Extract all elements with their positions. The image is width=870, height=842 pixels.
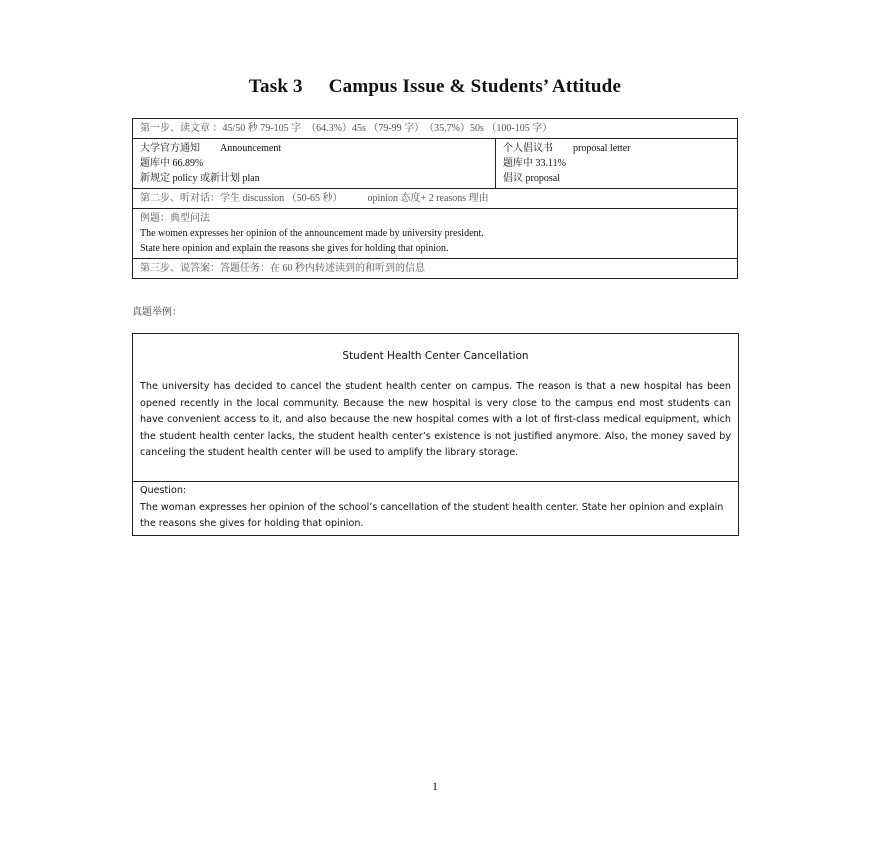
passage-body: The university has decided to cancel the student health center on campus. The reason is that a new hospital has been opened recently in the local community. Because the new hospital is very close to the campus end most students can have convenient access to it, and also because the new hospital comes with a lot of first-class medical equipment, which the student health center lacks, the student health center’s existence is not justified anymore. Also, the money saved by canceling the student health center will be used to amplify the library storage.: [140, 381, 731, 459]
task-subject: Campus Issue & Students’ Attitude: [328, 76, 622, 97]
question-text: The woman expresses her opinion of the school’s cancellation of the student health center. State her opinion and explain the reasons she gives for holding that opinion.: [140, 501, 724, 529]
step1-row: 第一步、读文章 ：45/50 秒 79-105 字 （64.3%）45s （79-99 字） （35.7%）50s （100-105 字）: [133, 119, 738, 139]
step2-row: 第二步、听对话：学生 discussion （50-65 秒） opinion 态度+ 2 reasons 理由: [133, 189, 738, 209]
proposal-value: proposal letter: [573, 143, 631, 154]
question-label: Question:: [140, 485, 187, 496]
proposal-cell: [496, 139, 738, 189]
steps-table: [132, 118, 738, 279]
example-caption: 真题举例：: [132, 307, 182, 318]
example-label: 例题：典型问法: [140, 213, 210, 224]
example-line2: State here opinion and explain the reasons she gives for holding that opinion.: [140, 243, 449, 254]
passage-title: Student Health Center Cancellation: [342, 350, 529, 362]
step3-row: 第三步、说答案：答题任务：在 60 秒内转述读到的和听到的信息: [133, 259, 738, 279]
announcement-desc: 新规定 policy 或新计划 plan: [140, 173, 260, 184]
announcement-label: 大学官方通知: [140, 143, 200, 154]
proposal-label: 个人倡议书: [503, 143, 553, 154]
example-line1: The women expresses her opinion of the announcement made by university president.: [140, 228, 484, 239]
task-label: Task 3: [248, 76, 303, 97]
announcement-value: Announcement: [220, 143, 282, 154]
page-number: 1: [432, 779, 438, 793]
proposal-desc: 倡议 proposal: [503, 173, 560, 184]
question-box: [133, 481, 738, 533]
announcement-cell: [133, 139, 496, 189]
example-row: [133, 209, 738, 259]
announcement-percent: 题库中 66.89%: [140, 158, 204, 169]
page-title: [0, 76, 870, 98]
proposal-percent: 题库中 33.11%: [503, 158, 566, 169]
passage-box: [132, 333, 739, 536]
